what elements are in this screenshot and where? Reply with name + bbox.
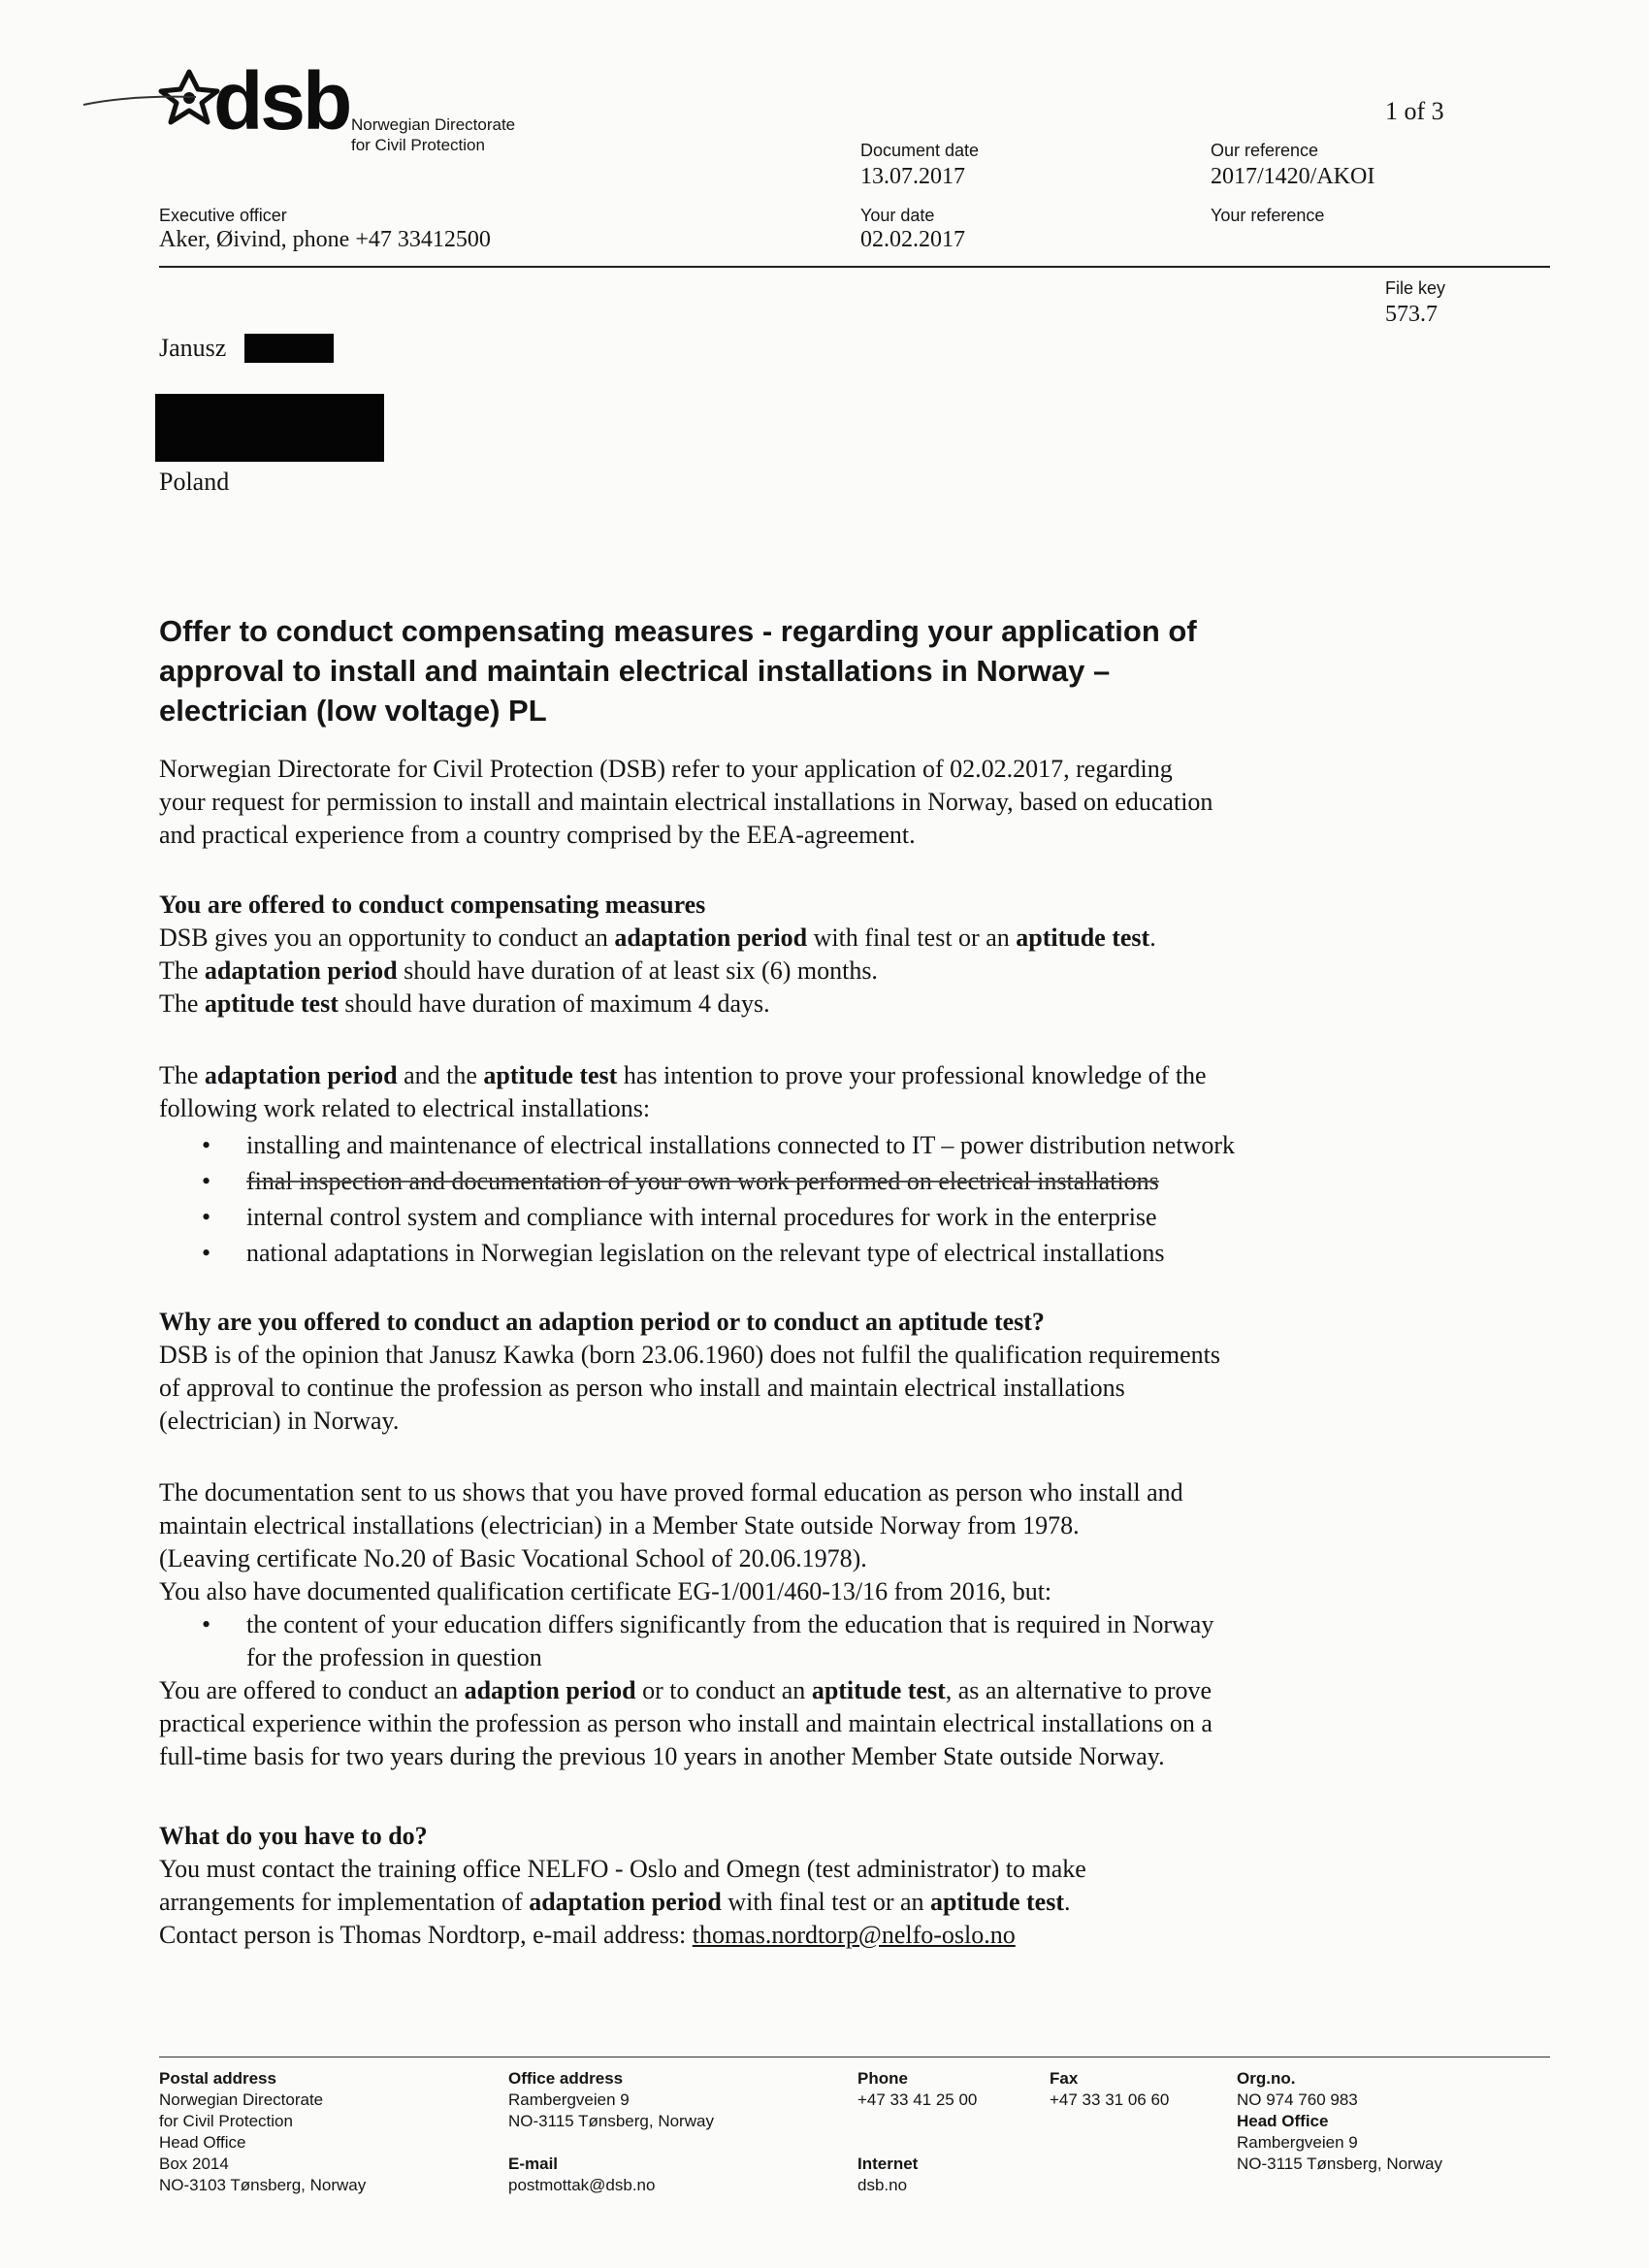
recipient-country: Poland [159, 468, 230, 496]
footer-postal-address: Postal address Norwegian Directorate for Civil Protection Head Office Box 2014 NO-3103 Tønsberg, Norway [159, 2069, 367, 2194]
footer-org: Org.no. NO 974 760 983 Head Office Rambergveien 9 NO-3115 Tønsberg, Norway [1237, 2069, 1442, 2173]
difference-list [159, 1608, 1556, 1674]
document-date-label: Document date [860, 141, 980, 160]
redaction-surname [244, 334, 334, 363]
contact-email-link[interactable]: thomas.nordtorp@nelfo-oslo.no [692, 1921, 1016, 1949]
section-professional-knowledge: The adaptation period and the aptitude test has intention to prove your professional knowledge of the following work related to electrical installations: • installing and maintenance of electrical installations connected to IT – power distribution network • final inspection and documentation of your own work performed on electrical installations • internal control system and compliance with internal procedures for work in the enterprise • national adaptations in Norwegian legislation on the relevant type of electrical installations [159, 1059, 1556, 1271]
section-heading: You are offered to conduct compensating measures [159, 891, 706, 919]
section-what-to-do: What do you have to do? You must contact the training office NELFO - Oslo and Omegn (test administrator) to make arrangements for implementation of adaptation period with final test or an aptitude test. Contact person is Thomas Nordtorp, e-mail address: thomas.nordtorp@nelfo-oslo.no [159, 1820, 1556, 1952]
our-reference: 2017/1420/AKOI [1211, 164, 1375, 189]
work-list [159, 1127, 1556, 1271]
your-date-label: Your date [860, 206, 935, 225]
footer-fax: Fax +47 33 31 06 60 [1050, 2069, 1170, 2109]
file-key: 573.7 [1385, 302, 1438, 327]
footer-internet-link[interactable]: dsb.no [857, 2176, 908, 2194]
list-item: • internal control system and compliance with internal procedures for work in the enterprise [159, 1199, 1556, 1235]
document-date: 13.07.2017 [860, 164, 965, 189]
file-key-label: File key [1385, 278, 1446, 298]
footer-phone: Phone +47 33 41 25 00 Internet dsb.no [857, 2069, 978, 2194]
logo-handwritten-stroke [81, 93, 198, 107]
executive-officer-label: Executive officer [159, 206, 287, 225]
dsb-logo [116, 55, 350, 157]
section-heading: Why are you offered to conduct an adaption period or to conduct an aptitude test? [159, 1308, 1045, 1336]
header-divider [159, 266, 1550, 268]
redaction-address [155, 394, 384, 462]
section-why-offered: Why are you offered to conduct an adaption period or to conduct an aptitude test? DSB is of the opinion that Janusz Kawka (born 23.06.1960) does not fulfil the qualification requirements of approval to continue the profession as person who install and maintain electrical installations (electrician) in Norway. [159, 1306, 1556, 1438]
org-name: Norwegian Directorate for Civil Protection [351, 115, 516, 154]
your-date: 02.02.2017 [860, 227, 965, 252]
section-documentation: The documentation sent to us shows that you have proved formal education as person who install and maintain electrical installations (electrician) in a Member State outside Norway from 1978. (Leaving certificate No.20 of Basic Vocational School of 20.06.1978). You also have documented qualification certificate EG-1/001/460-13/16 from 2016, but: • the content of your education differs significantly from the education that is required in Norway for the profession in question You are offered to conduct an adaption period or to conduct an aptitude test, as an alternative to prove practical experience within the profession as person who install and maintain electrical installations on a full-time basis for two years during the previous 10 years in another Member State outside Norway. [159, 1476, 1556, 1773]
intro-paragraph: Norwegian Directorate for Civil Protection (DSB) refer to your application of 02.02.2017, regarding your request for permission to install and maintain electrical installations in Norway, based on education and practical experience from a country comprised by the EEA-agreement. [159, 755, 1213, 849]
executive-officer: Aker, Øivind, phone +47 33412500 [159, 227, 491, 252]
page-number: 1 of 3 [1385, 97, 1444, 125]
our-reference-label: Our reference [1211, 141, 1319, 160]
section-compensating-measures: You are offered to conduct compensating measures DSB gives you an opportunity to conduct an adaptation period with final test or an aptitude test. The adaptation period should have duration of at least six (6) months. The aptitude test should have duration of maximum 4 days. [159, 889, 1556, 1021]
list-item: • installing and maintenance of electrical installations connected to IT – power distribution network [159, 1127, 1556, 1163]
your-reference-label: Your reference [1211, 206, 1325, 225]
section-heading: What do you have to do? [159, 1822, 428, 1850]
letter-title: Offer to conduct compensating measures - regarding your application of approval to install and maintain electrical installations in Norway – electrician (low voltage) PL [159, 614, 1197, 728]
list-item: • the content of your education differs significantly from the education that is required in Norway for the profession in question [159, 1608, 1556, 1674]
logo-wordmark: dsb [213, 55, 350, 146]
footer-email-link[interactable]: postmottak@dsb.no [508, 2176, 656, 2194]
recipient-first-name: Janusz [159, 334, 227, 362]
footer-office-address: Office address Rambergveien 9 NO-3115 Tønsberg, Norway E-mail postmottak@dsb.no [508, 2069, 714, 2194]
list-item: • final inspection and documentation of your own work performed on electrical installations [159, 1163, 1556, 1199]
list-item: • national adaptations in Norwegian legislation on the relevant type of electrical installations [159, 1235, 1556, 1271]
